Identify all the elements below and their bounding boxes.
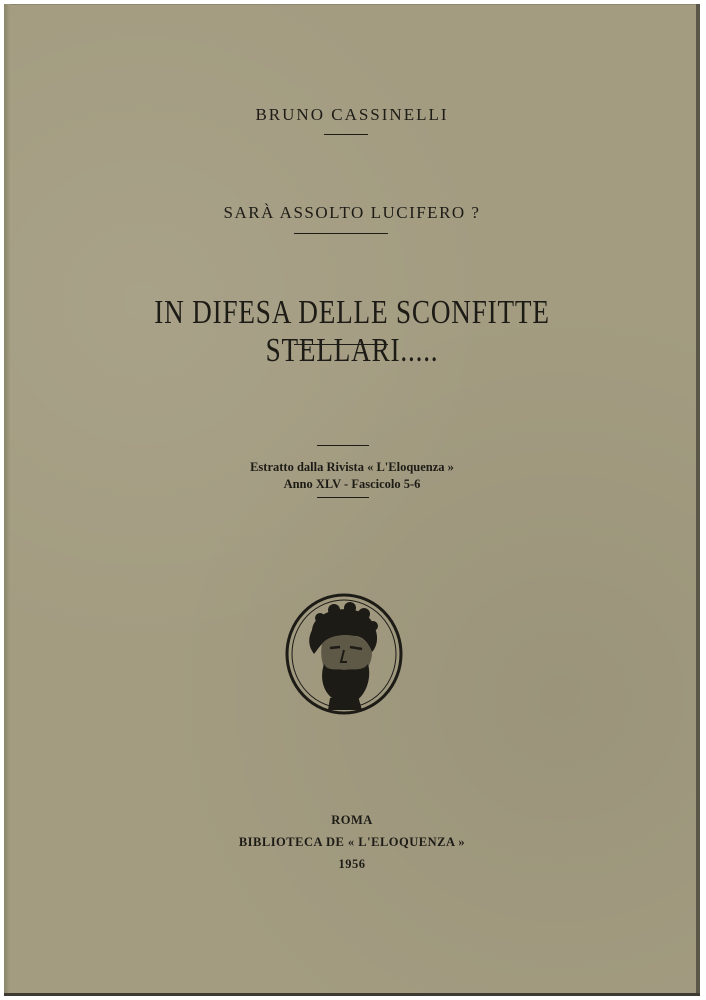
book-cover xyxy=(4,4,700,996)
extract-note xyxy=(4,459,700,493)
extract-line-2: Anno XLV - Fascicolo 5-6 xyxy=(283,477,421,491)
imprint-year: 1956 xyxy=(338,857,366,871)
author-name: BRUNO CASSINELLI xyxy=(255,105,449,124)
imprint-place: ROMA xyxy=(331,813,373,827)
imprint xyxy=(4,809,700,875)
subtitle: SARÀ ASSOLTO LUCIFERO ? xyxy=(223,203,481,222)
bearded-head-medallion-icon xyxy=(284,592,404,716)
divider-rule xyxy=(294,344,388,345)
cover-bottom-edge xyxy=(4,993,700,996)
main-title: IN DIFESA DELLE SCONFITTE STELLARI..... xyxy=(154,294,550,369)
imprint-publisher: BIBLIOTECA DE « L'ELOQUENZA » xyxy=(238,835,466,849)
divider-rule xyxy=(317,445,369,446)
divider-rule xyxy=(324,134,368,135)
divider-rule xyxy=(317,497,369,498)
extract-line-1: Estratto dalla Rivista « L'Eloquenza » xyxy=(250,460,454,474)
divider-rule xyxy=(294,233,388,234)
